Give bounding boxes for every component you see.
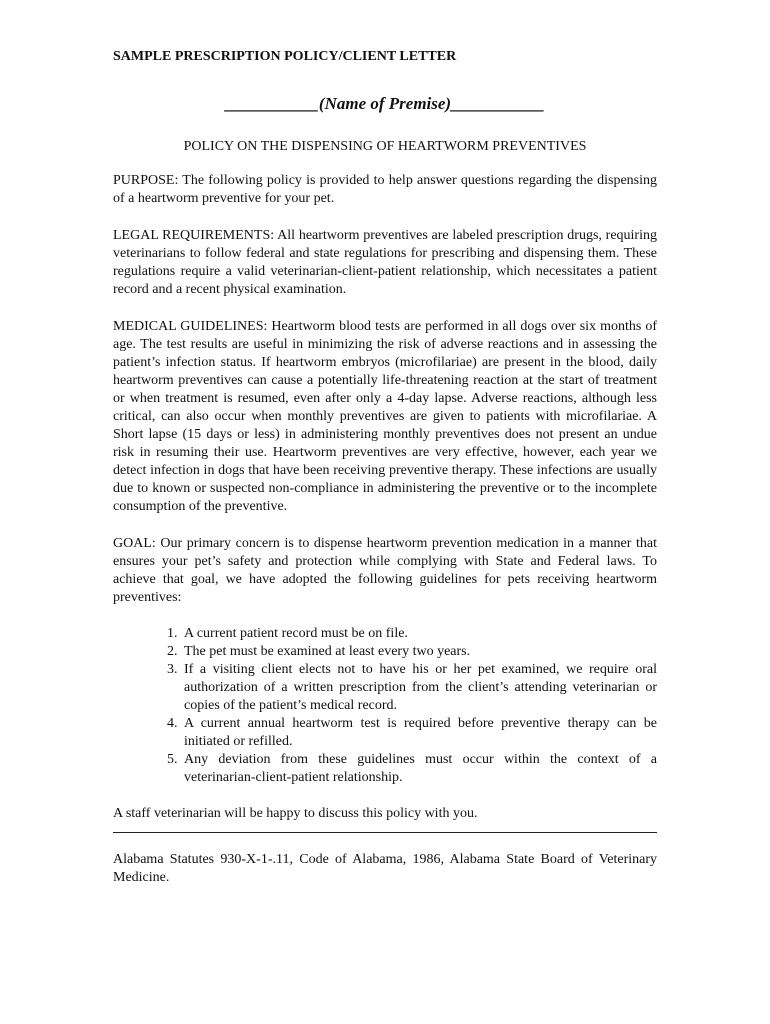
list-item: 3. If a visiting client elects not to have his or her pet examined, we require oral authorization of a written prescription from the client’s attending veterinarian or copies of the patient’s medical record.	[181, 661, 657, 715]
purpose-paragraph: PURPOSE: The following policy is provided to help answer questions regarding the dispensing of a heartworm preventive for your pet.	[113, 173, 657, 206]
legal-requirements-paragraph: LEGAL REQUIREMENTS: All heartworm preventives are labeled prescription drugs, requiring veterinarians to follow federal and state regulations for prescribing and dispensing them. These regulations require a valid veterinarian-client-patient relationship, which necessitates a patient record and a recent physical examination.	[113, 228, 657, 297]
list-item: 5. Any deviation from these guidelines must occur within the context of a veterinarian-client-patient relationship.	[181, 751, 657, 787]
premise-name-line: ___________(Name of Premise)___________	[225, 94, 545, 113]
guidelines-list	[113, 625, 657, 787]
list-item: 4. A current annual heartworm test is required before preventive therapy can be initiated or refilled.	[181, 715, 657, 751]
list-item: 2. The pet must be examined at least every two years.	[181, 643, 657, 661]
horizontal-divider	[113, 832, 657, 833]
document-body	[113, 48, 657, 887]
list-item: 1. A current patient record must be on file.	[181, 625, 657, 643]
document-title: SAMPLE PRESCRIPTION POLICY/CLIENT LETTER	[113, 49, 457, 64]
closing-paragraph: A staff veterinarian will be happy to discuss this policy with you.	[113, 806, 478, 821]
statute-citation: Alabama Statutes 930-X-1-.11, Code of Alabama, 1986, Alabama State Board of Veterinary Medicine.	[113, 852, 657, 885]
policy-heading: POLICY ON THE DISPENSING OF HEARTWORM PREVENTIVES	[183, 139, 587, 154]
goal-paragraph: GOAL: Our primary concern is to dispense heartworm prevention medication in a manner that ensures your pet’s safety and protection while complying with State and Federal laws. To achieve that goal, we have adopted the following guidelines for pets receiving heartworm preventives:	[113, 536, 657, 605]
medical-guidelines-paragraph: MEDICAL GUIDELINES: Heartworm blood tests are performed in all dogs over six months of age. The test results are useful in minimizing the risk of adverse reactions and in assessing the patient’s infection status. If heartworm embryos (microfilariae) are present in the blood, daily heartworm preventives can cause a potentially life-threatening reaction at the start of treatment or when treatment is resumed, even after only a 4-day lapse. Adverse reactions, although less critical, can also occur when monthly preventives are given to patients with microfilariae. A Short lapse (15 days or less) in administering monthly preventives does not present an undue risk in resuming their use. Heartworm preventives are very effective, however, each year we detect infection in dogs that have been receiving preventive therapy. These infections are usually due to known or suspected non-compliance in administering the preventive or to the incomplete consumption of the preventive.	[113, 319, 657, 514]
